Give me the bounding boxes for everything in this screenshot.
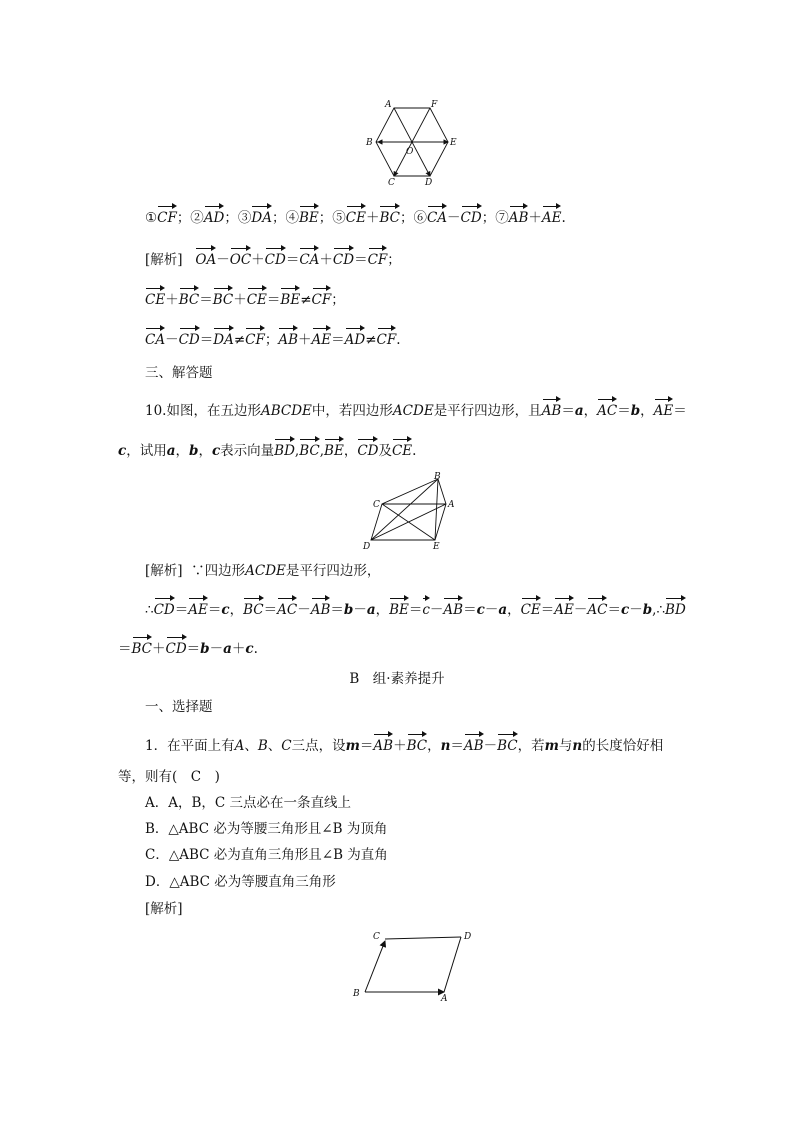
option-b: B．△ABC 必为等腰三角形且∠B 为顶角 (145, 821, 388, 837)
group-b-heading: B 组·素养提升 (349, 671, 445, 687)
hex-label-d: D (425, 178, 433, 188)
hex-label-o: O (406, 147, 414, 157)
vector-options-line: ①CF；②AD；③DA；④BE；⑤CE＋BC；⑥CA－CD；⑦AB＋AE. (145, 205, 566, 227)
hex-label-f: F (431, 100, 438, 110)
solution-line-3: CA－CD＝DA≠CF；AB＋AE＝AD≠CF. (145, 327, 401, 349)
pent-label-e: E (433, 542, 440, 552)
question-10-line-2: c，试用a，b，c表示向量BD,BC,BE，CD及CE. (118, 438, 416, 460)
hexagon-figure (365, 98, 460, 188)
question-1-line-2: 等，则有( C ) (118, 769, 220, 785)
hex-label-a: A (385, 100, 392, 110)
pentagon-figure (360, 470, 465, 552)
hex-label-b: B (366, 138, 373, 148)
pent-label-b: B (434, 472, 441, 482)
option-c: C．△ABC 必为直角三角形且∠B 为直角 (145, 847, 388, 863)
solution-2-line-1: [解析] ∵四边形ACDE是平行四边形， (145, 563, 381, 579)
option-d: D．△ABC 必为等腰直角三角形 (145, 874, 336, 890)
solution-2-line-3: ＝BC＋CD＝b－a＋c. (118, 636, 258, 658)
section-heading-3: 三、解答题 (145, 365, 213, 381)
para-label-c: C (373, 932, 380, 942)
section-heading-1: 一、选择题 (145, 699, 213, 715)
analysis-tag: [解析] (145, 252, 183, 268)
pent-label-d: D (363, 542, 371, 552)
hex-label-e: E (450, 138, 457, 148)
para-label-a: A (441, 994, 448, 1003)
parallelogram-figure (345, 925, 480, 1003)
question-1-line-1: 1．在平面上有A、B、C三点，设m＝AB＋BC，n＝AB－BC，若m与n的长度恰好相 (145, 733, 663, 755)
hex-label-c: C (388, 178, 395, 188)
pent-label-c: C (373, 500, 380, 510)
para-label-d: D (464, 932, 472, 942)
solution-line-2: CE＋BC＝BC＋CE＝BE≠CF； (145, 287, 345, 309)
question-10-line-1: 10.如图，在五边形ABCDE中，若四边形ACDE是平行四边形，且AB＝a，AC＝b，AE＝ (145, 398, 687, 420)
solution-2-line-2: ∴CD＝AE＝c，BC＝AC－AB＝b－a，BE＝c－AB＝c－a，CE＝AE－AC＝c－b,∴BD (145, 597, 686, 619)
option-a: A．A，B，C 三点必在一条直线上 (145, 795, 352, 811)
analysis-tag-q1: [解析] (145, 901, 183, 917)
para-label-b: B (353, 989, 360, 999)
solution-line-1: [解析] OA－OC＋CD＝CA＋CD＝CF； (145, 247, 401, 269)
analysis-tag: [解析] (145, 563, 183, 579)
pent-label-a: A (448, 500, 455, 510)
